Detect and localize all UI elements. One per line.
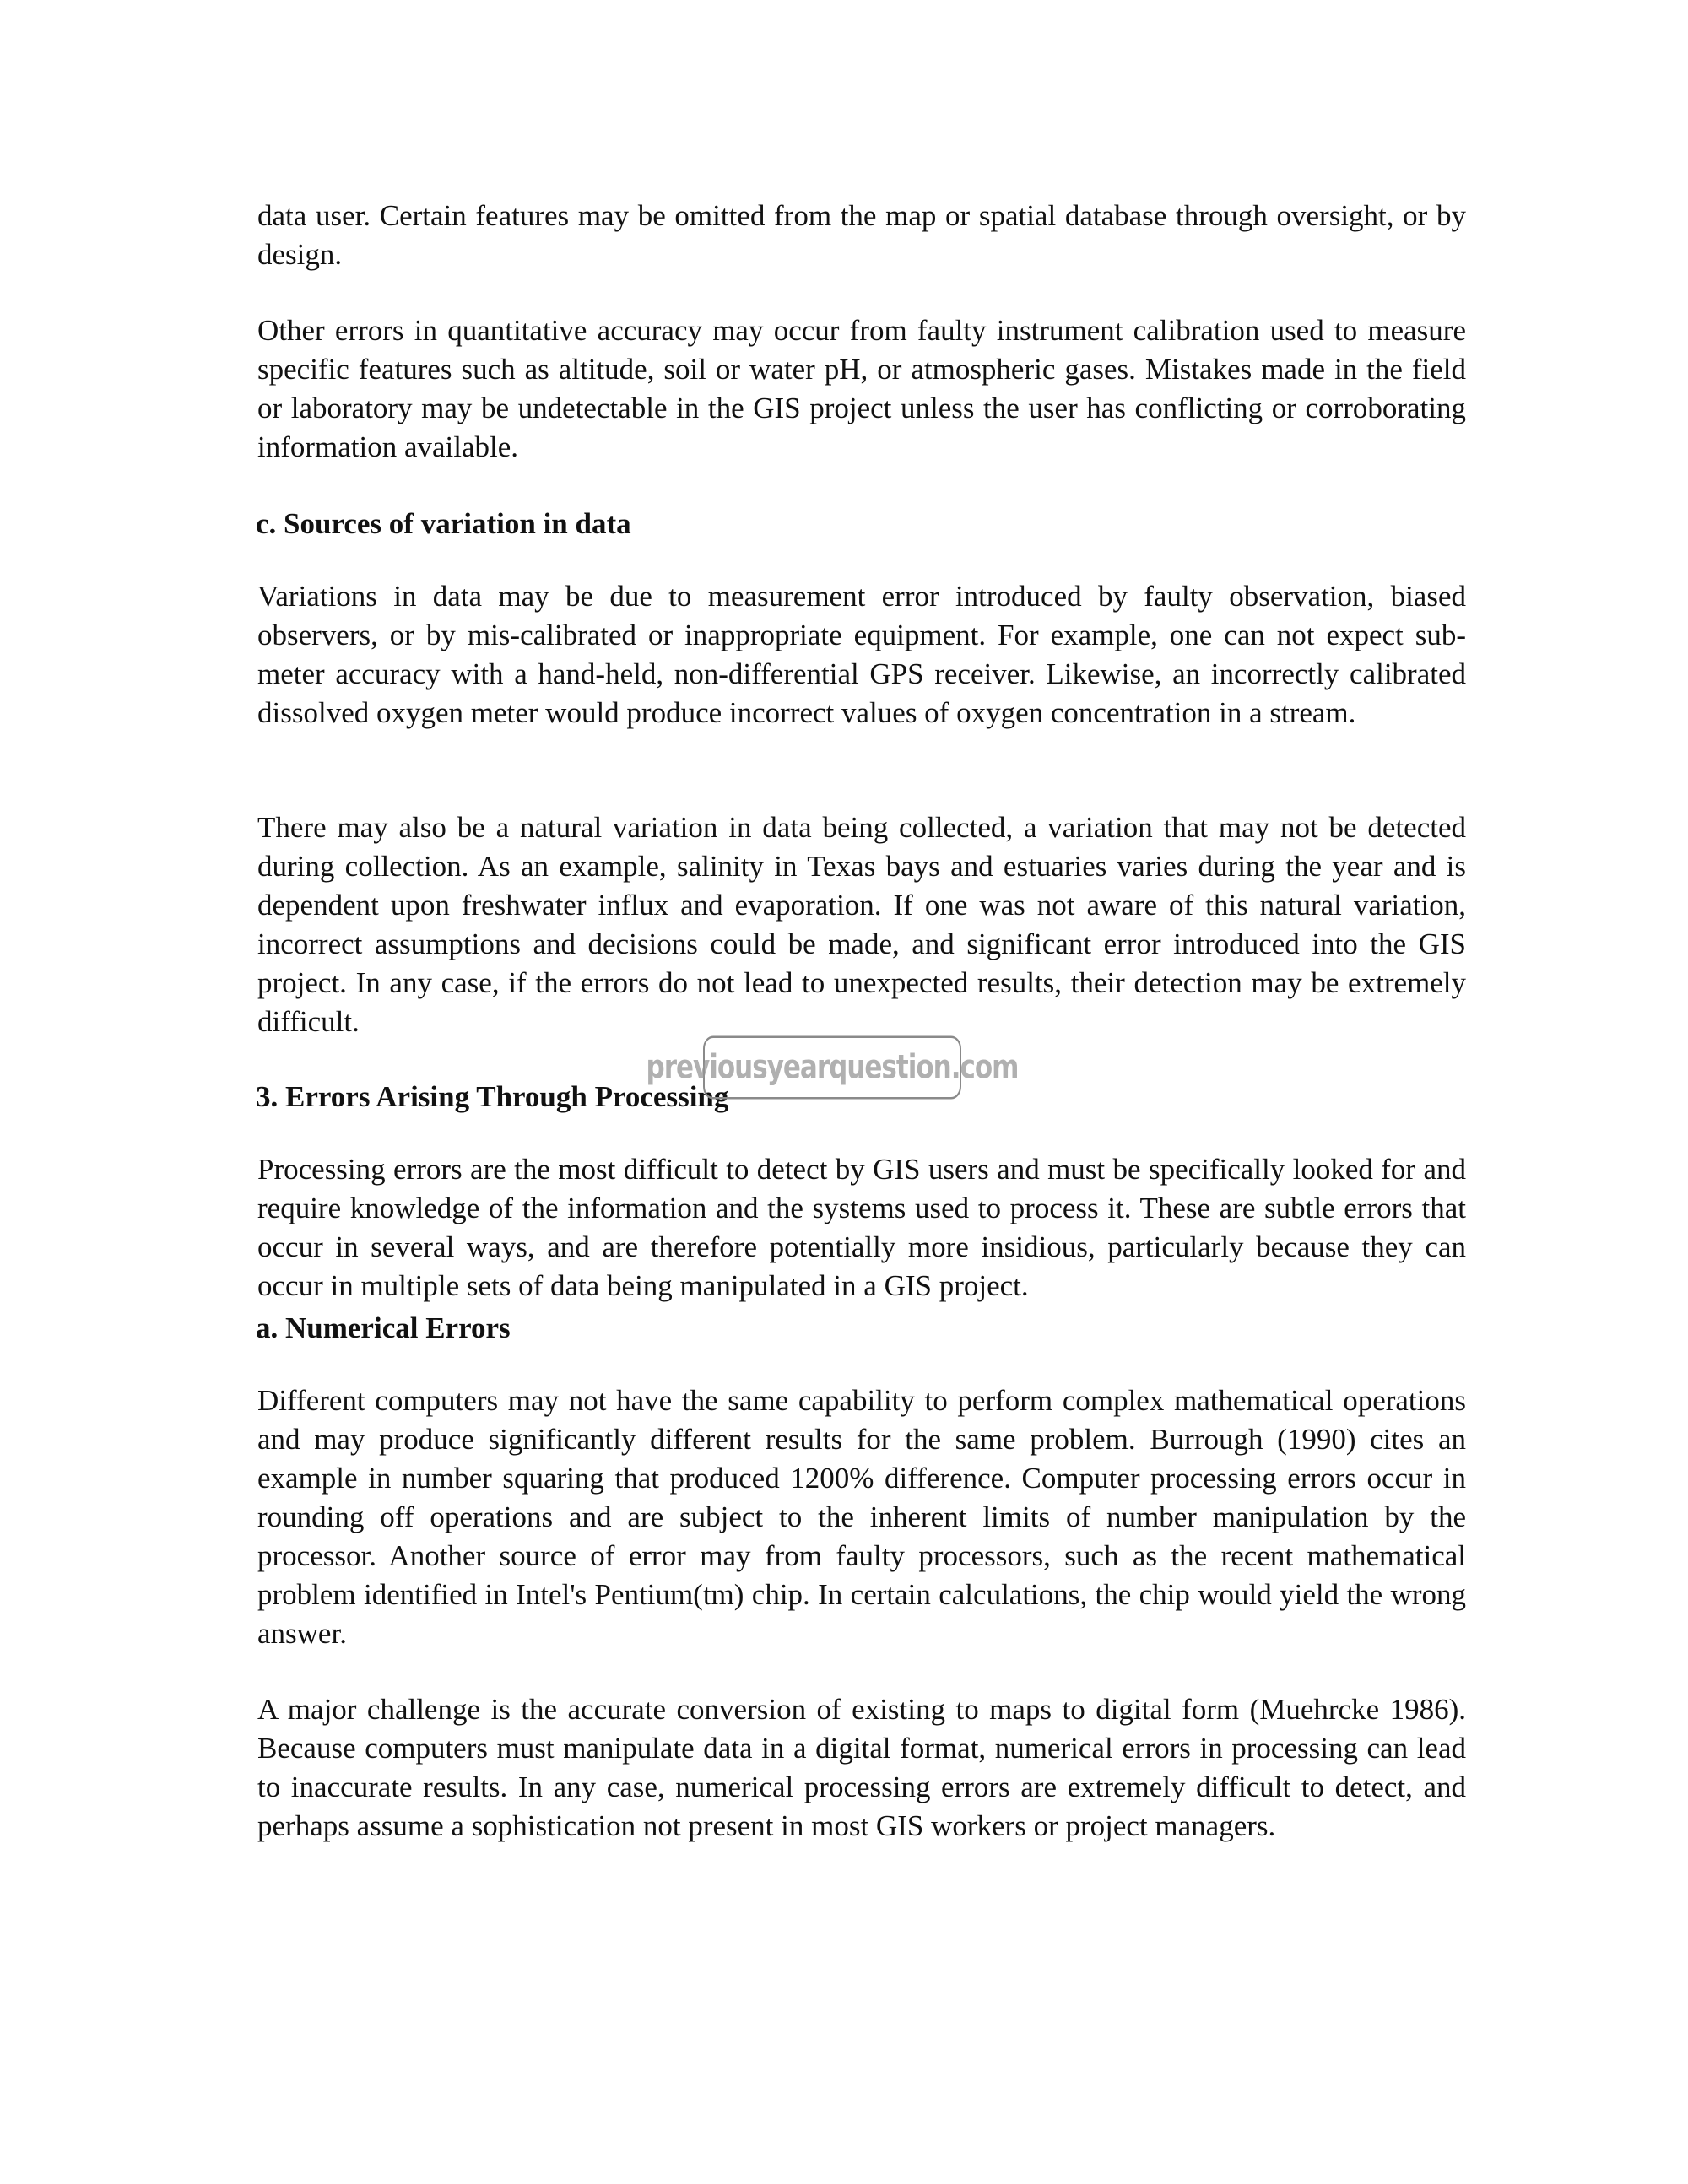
watermark-logo: previousyearquestion.com [703,1036,961,1100]
paragraph-processing-errors: Processing errors are the most difficult to detect by GIS users and must be specifically looked for and require knowledge of the information and the systems used to process it. These are subtle errors that occur in several ways, and are therefore potentially more insidious, particularly because they can occur in multiple sets of data being manipulated in a GIS project. [257,1153,1466,1302]
paragraph-natural-variation: There may also be a natural variation in data being collected, a variation that may not be detected during collection. As an example, salinity in Texas bays and estuaries varies during the year and is dependent upon freshwater influx and evaporation. If one was not aware of this natural variation, incorrect assumptions and decisions could be made, and significant error introduced into the GIS project. In any case, if the errors do not lead to unexpected results, their detection may be extremely difficult. [257,811,1466,1038]
heading-processing-errors: 3. Errors Arising Through Processing [256,1080,729,1113]
heading-sources-of-variation: c. Sources of variation in data [256,507,631,540]
paragraph-computer-capability: Different computers may not have the same capability to perform complex mathematical operations and may produce significantly different results for the same problem. Burrough (1990) cites an example in number squaring that produced 1200% difference. Computer processing errors occur in rounding off operations and are subject to the inherent limits of number manipulation by the processor. Another source of error may from faulty processors, such as the recent mathematical problem identified in Intel's Pentium(tm) chip. In certain calculations, the chip would yield the wrong answer. [257,1384,1466,1650]
paragraph-measurement-error: Variations in data may be due to measurement error introduced by faulty observation, biased observers, or by mis-calibrated or inappropriate equipment. For example, one can not expect sub-meter accuracy with a hand-held, non-differential GPS receiver. Likewise, an incorrectly calibrated dissolved oxygen meter would produce incorrect values of oxygen concentration in a stream. [257,580,1466,729]
paragraph-omitted-features: data user. Certain features may be omitted from the map or spatial database through oversight, or by design. [257,199,1466,271]
paragraph-digital-conversion: A major challenge is the accurate conversion of existing to maps to digital form (Muehrcke 1986). Because computers must manipulate data in a digital format, numerical errors in processing can lead to inaccurate results. In any case, numerical processing errors are extremely difficult to detect, and perhaps assume a sophistication not present in most GIS workers or project managers. [257,1693,1466,1842]
heading-numerical-errors: a. Numerical Errors [256,1311,511,1344]
paragraph-quantitative-accuracy: Other errors in quantitative accuracy may occur from faulty instrument calibration used to measure specific features such as altitude, soil or water pH, or atmospheric gases. Mistakes made in the field or laboratory may be undetectable in the GIS project unless the user has conflicting or corroborating information available. [257,314,1466,463]
